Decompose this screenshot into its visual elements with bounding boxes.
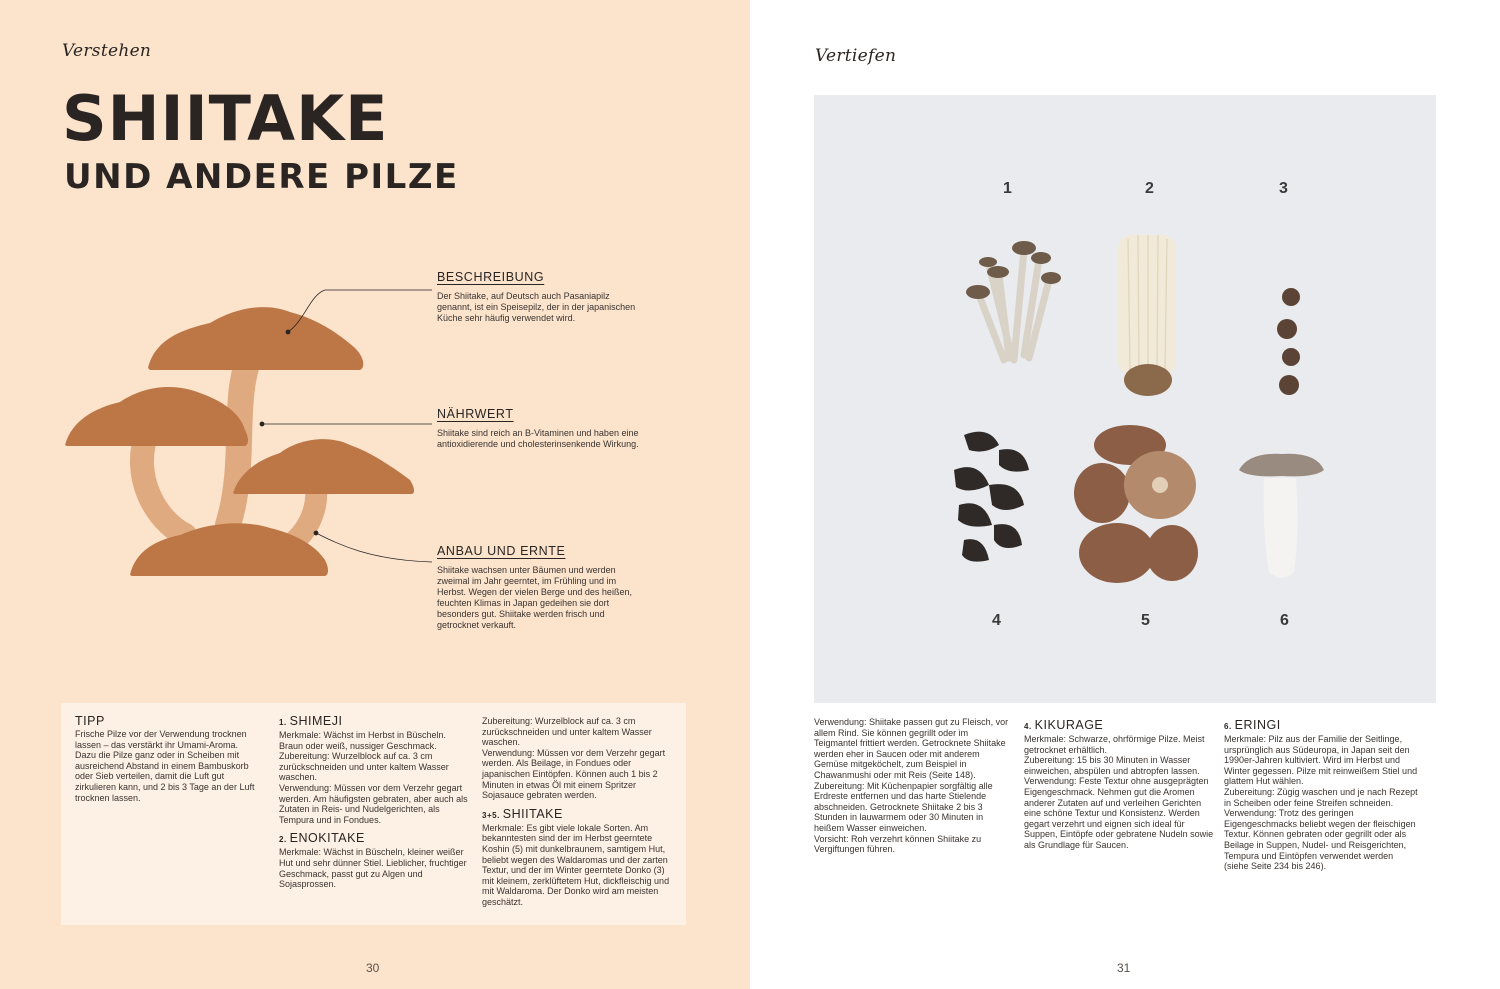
enokitake-number: 2. xyxy=(279,835,287,845)
shimeji-zubereitung: Zubereitung: Wurzelblock auf ca. 3 cm zurückschneiden und unter kaltem Wasser waschen. xyxy=(279,751,449,783)
shimeji-name: SHIMEJI xyxy=(289,714,343,728)
photo-label: 2 xyxy=(1145,180,1154,197)
shiitake-name: SHIITAKE xyxy=(502,806,563,821)
photo-label: 5 xyxy=(1141,612,1150,629)
callout-beschreibung xyxy=(437,270,642,324)
kikurage-verwendung: Verwendung: Feste Textur ohne ausgeprägten Eigengeschmack. Nehmen gut die Aromen anderer Zutaten auf und verleihen Gerichten eine schöne Textur und Konsistenz. Werden gegart verzehrt und eignen sich ideal für Suppen, Eintöpfe oder gebratene Nudeln sowie als Grundlage für Saucen. xyxy=(1024,776,1214,850)
callout-text: Shiitake wachsen unter Bäumen und werden zweimal im Jahr geerntet, im Frühling und im Herbst. Wegen der vielen Berge und des heißen, feuchten Klimas in Japan gedeihen sie dort besonders gut. Shiitake werden frisch und getrocknet verkauft. xyxy=(437,565,632,630)
mushroom-cap xyxy=(65,387,248,446)
shimeji-verwendung: Verwendung: Müssen vor dem Verzehr gegart werden. Am häufigsten gebraten, aber auch als Zutaten in Reis- und Nudelgerichten, als Tempura und in Fondues. xyxy=(279,782,468,825)
kikurage-image xyxy=(944,425,1039,570)
eringi-name: ERINGI xyxy=(1234,718,1281,732)
callout-text: Der Shiitake, auf Deutsch auch Pasaniapilz genannt, ist ein Speisepilz, der in der japanischen Küche sehr häufig verwendet wird. xyxy=(437,291,636,323)
eringi-heading xyxy=(1224,719,1418,733)
kikurage-column xyxy=(1024,719,1214,851)
right-page xyxy=(750,0,1500,989)
eringi-zubereitung: Zubereitung: Zügig waschen und je nach Rezept in Scheiben oder feine Streifen schneiden. xyxy=(1224,786,1418,808)
shiitake-image xyxy=(1072,423,1202,583)
shiitake-zubereitung: Zubereitung: Mit Küchenpapier sorgfältig alle Erdreste entfernen und das harte Stielende abschneiden. Getrocknete Shiitake 2 bis 3 Stunden in lauwarmem oder 30 Minuten in heißem Wasser einweichen. xyxy=(814,780,993,833)
shimeji-heading xyxy=(279,715,469,729)
mushroom-cap xyxy=(148,307,363,370)
dried-shiitake-image xyxy=(1269,285,1314,400)
tipp-heading: TIPP xyxy=(75,714,105,728)
shimeji-number: 1. xyxy=(279,718,287,727)
page-number: 31 xyxy=(1117,961,1131,975)
callout-heading: ANBAU UND ERNTE xyxy=(437,544,566,558)
mushroom-photo xyxy=(814,95,1436,703)
shiitake-number: 3+5. xyxy=(482,810,500,820)
mushroom-illustration xyxy=(60,290,430,590)
callout-heading: BESCHREIBUNG xyxy=(437,270,545,284)
page-subtitle: UND ANDERE PILZE xyxy=(64,157,459,197)
kikurage-number: 4. xyxy=(1024,722,1032,731)
callout-naehrwert xyxy=(437,407,642,450)
enokitake-verwendung: Verwendung: Müssen vor dem Verzehr gegart werden. Als Beilage, in Fondues oder japanischen Eintöpfen. Können auch 1 bis 2 Minuten in etwas Öl mit einem Spritzer Sojasauce gebraten werden. xyxy=(482,747,666,801)
shiitake-cont-column xyxy=(814,717,1010,855)
kikurage-heading xyxy=(1024,719,1214,733)
enokitake-image xyxy=(1110,225,1185,400)
eringi-verwendung: Verwendung: Trotz des geringen Eigengeschmacks beliebt wegen der fleischigen Textur. Können gebraten oder gegrillt oder als Beilage in Suppen, Nudel- und Reisgerichten, Tempura und Eintöpfen verwendet werden (siehe Seite 234 bis 246). xyxy=(1224,808,1416,872)
callout-anbau xyxy=(437,544,642,631)
shiitake-heading xyxy=(482,808,676,822)
kikurage-merkmale: Merkmale: Schwarze, ohrförmige Pilze. Meist getrocknet erhältlich. xyxy=(1024,734,1205,755)
page-title: SHIITAKE xyxy=(62,82,389,155)
shiitake-vorsicht: Vorsicht: Roh verzehrt können Shiitake zu Vergiftungen führen. xyxy=(814,833,982,855)
shimeji-column xyxy=(279,715,469,890)
enokitake-name: ENOKITAKE xyxy=(289,831,365,846)
info-box xyxy=(61,703,686,925)
mushroom-cap xyxy=(233,439,414,494)
page-number: 30 xyxy=(366,961,380,975)
photo-label: 1 xyxy=(1003,180,1012,197)
kikurage-name: KIKURAGE xyxy=(1034,718,1104,732)
section-tag: Verstehen xyxy=(62,41,152,61)
enokitake-zubereitung: Zubereitung: Wurzelblock auf ca. 3 cm zurückschneiden und unter kaltem Wasser waschen. xyxy=(482,716,652,748)
photo-label: 3 xyxy=(1279,180,1288,197)
photo-label: 6 xyxy=(1280,612,1289,629)
shimeji-image xyxy=(954,230,1069,370)
enokitake-cont-column xyxy=(482,716,676,908)
photo-label: 4 xyxy=(992,612,1001,629)
tipp-column xyxy=(75,715,255,803)
eringi-merkmale: Merkmale: Pilz aus der Familie der Seitlinge, ursprünglich aus Südeuropa, in Japan seit den 1990er-Jahren kultiviert. Wird im Herbst und Winter gegessen. Pilze mit reinweißem Stiel und glattem Hut wählen. xyxy=(1224,734,1418,787)
shiitake-verwendung: Verwendung: Shiitake passen gut zu Fleisch, vor allem Rind. Sie können gegrillt oder im Teigmantel frittiert werden. Getrocknete Shiitake werden eher in Saucen oder mit anderem Gemüse mitgeköchelt, zum Beispiel in Chawanmushi oder mit Reis (Seite 148). xyxy=(814,717,1009,780)
kikurage-zubereitung: Zubereitung: 15 bis 30 Minuten in Wasser einweichen, abspülen und abtropfen lassen. xyxy=(1024,755,1200,776)
eringi-column xyxy=(1224,719,1418,872)
section-tag: Vertiefen xyxy=(815,46,897,66)
shimeji-merkmale: Merkmale: Wächst im Herbst in Büscheln. Braun oder weiß, nussiger Geschmack. xyxy=(279,730,447,751)
shiitake-merkmale: Merkmale: Es gibt viele lokale Sorten. Am bekanntesten sind der im Herbst geerntete Koshin (5) mit dunkelbraunem, samtigem Hut, beliebt wegen des Waldaromas und der zarten Textur, und der im Winter geerntete Donko (3) mit kleinem, zerklüftetem Hut, dickfleischig und mit Waldaroma. Der Donko wird am meisten geschätzt. xyxy=(482,822,670,907)
enokitake-heading xyxy=(279,832,469,846)
eringi-image xyxy=(1234,450,1329,585)
callout-heading: NÄHRWERT xyxy=(437,407,514,421)
enokitake-merkmale: Merkmale: Wächst in Büscheln, kleiner weißer Hut und sehr dünner Stiel. Lieblicher, fruchtiger Geschmack, passt gut zu Algen und Sojasprossen. xyxy=(279,847,467,890)
tipp-text: Frische Pilze vor der Verwendung trocknen lassen – das verstärkt ihr Umami-Aroma. Dazu die Pilze ganz oder in Scheiben mit ausreichend Abstand in einem Bambuskorb oder Sieb verteilen, damit die Luft gut zirkulieren kann, und 2 bis 3 Tage an der Luft trocknen lassen. xyxy=(75,729,255,803)
callout-text: Shiitake sind reich an B-Vitaminen und haben eine antioxidierende und cholesterinsenkende Wirkung. xyxy=(437,428,639,449)
eringi-number: 6. xyxy=(1224,722,1232,731)
